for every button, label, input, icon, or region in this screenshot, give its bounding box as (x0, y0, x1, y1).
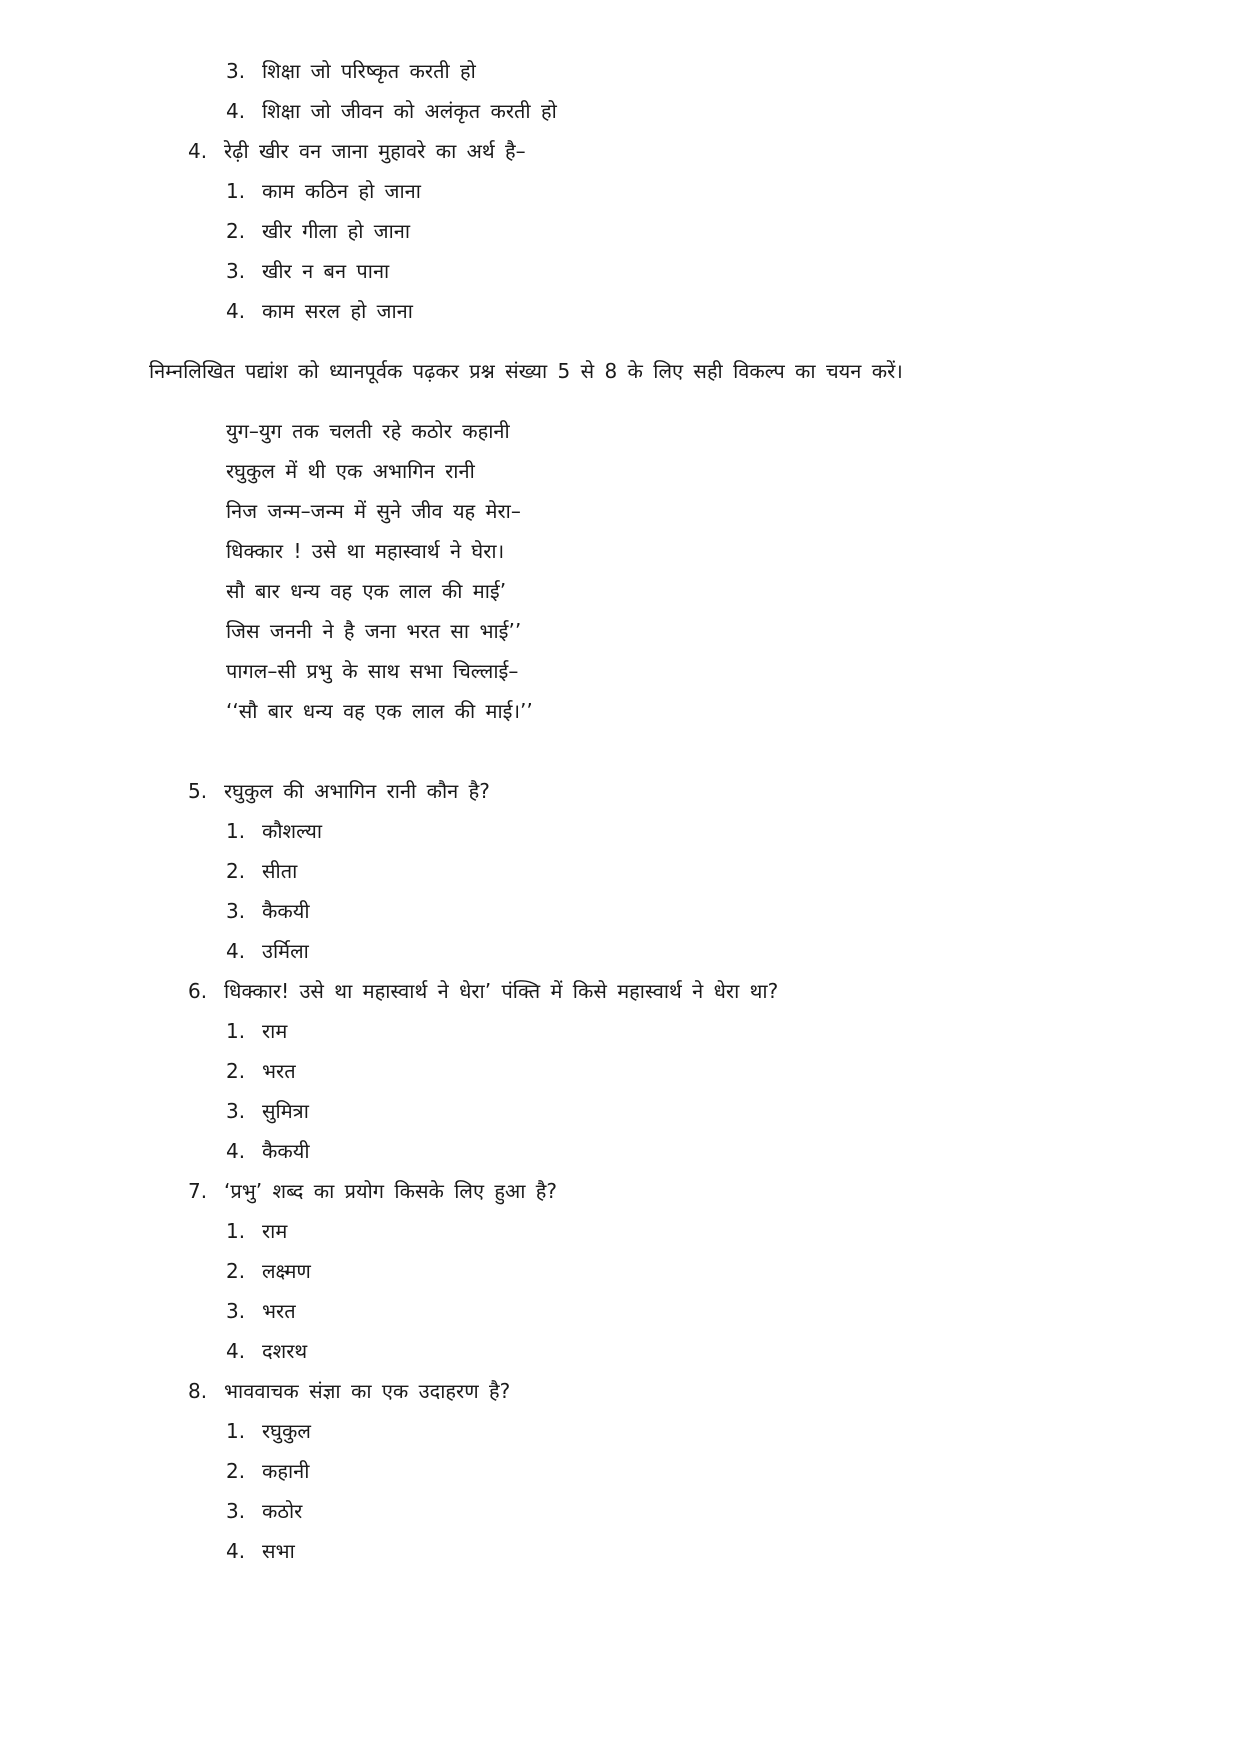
option-number: 2. (226, 1059, 246, 1083)
option-number: 3. (226, 259, 246, 283)
option-number: 4. (226, 1139, 246, 1163)
option-item (226, 898, 310, 924)
option-text: काम कठिन हो जाना (262, 179, 421, 203)
question-text: भाववाचक संज्ञा का एक उदाहरण है? (224, 1379, 511, 1403)
option-item (226, 1338, 307, 1364)
option-text: रघुकुल (262, 1419, 311, 1443)
option-number: 4. (226, 1339, 246, 1363)
poem-line: पागल–सी प्रभु के साथ सभा चिल्लाई– (226, 659, 519, 683)
option-item (226, 938, 309, 964)
option-text: भरत (262, 1299, 296, 1323)
option-item (226, 1018, 287, 1044)
option-text: सुमित्रा (262, 1099, 309, 1123)
option-item (226, 1058, 296, 1084)
question-number: 4. (188, 139, 208, 163)
option-item (226, 1418, 311, 1444)
option-number: 3. (226, 1299, 246, 1323)
poem-line: निज जन्म–जन्म में सुने जीव यह मेरा– (226, 499, 521, 523)
question-4 (188, 138, 526, 164)
option-text: खीर न बन पाना (262, 259, 390, 283)
question-8 (188, 1378, 510, 1404)
option-text: राम (262, 1019, 288, 1043)
option-item (226, 218, 410, 244)
question-number: 5. (188, 779, 208, 803)
poem-line: ‘‘सौ बार धन्य वह एक लाल की माई।’’ (226, 699, 533, 723)
option-text: लक्ष्मण (262, 1259, 311, 1283)
option-number: 2. (226, 859, 246, 883)
question-text: रेढ़ी खीर वन जाना मुहावरे का अर्थ है– (224, 139, 526, 163)
poem-line: युग–युग तक चलती रहे कठोर कहानी (226, 419, 510, 443)
option-number: 1. (226, 179, 246, 203)
poem-line: रघुकुल में थी एक अभागिन रानी (226, 459, 475, 483)
option-text: कहानी (262, 1459, 310, 1483)
option-text: शिक्षा जो जीवन को अलंकृत करती हो (262, 99, 557, 123)
option-number: 1. (226, 1419, 246, 1443)
option-number: 2. (226, 1259, 246, 1283)
option-text: शिक्षा जो परिष्कृत करती हो (262, 59, 476, 83)
question-text: ‘प्रभु’ शब्द का प्रयोग किसके लिए हुआ है? (224, 1179, 558, 1203)
poem-line: जिस जननी ने है जना भरत सा भाई’’ (226, 619, 522, 643)
option-number: 4. (226, 1539, 246, 1563)
option-number: 4. (226, 939, 246, 963)
option-number: 1. (226, 1019, 246, 1043)
option-item (226, 1218, 287, 1244)
option-number: 2. (226, 1459, 246, 1483)
option-number: 3. (226, 899, 246, 923)
option-item (226, 1138, 310, 1164)
option-number: 3. (226, 59, 246, 83)
question-7 (188, 1178, 557, 1204)
option-item (226, 1498, 302, 1524)
option-number: 4. (226, 299, 246, 323)
question-number: 6. (188, 979, 208, 1003)
poem-line: सौ बार धन्य वह एक लाल की माई’ (226, 579, 507, 603)
option-item (226, 858, 297, 884)
option-text: कौशल्या (262, 819, 323, 843)
option-item (226, 1258, 311, 1284)
option-text: भरत (262, 1059, 296, 1083)
option-text: कैकयी (262, 1139, 310, 1163)
option-text: कठोर (262, 1499, 303, 1523)
option-number: 3. (226, 1099, 246, 1123)
option-text: काम सरल हो जाना (262, 299, 413, 323)
poem-line: धिक्कार ! उसे था महास्वार्थ ने घेरा। (226, 539, 505, 563)
passage-instruction: निम्नलिखित पद्यांश को ध्यानपूर्वक पढ़कर प्रश्न संख्या 5 से 8 के लिए सही विकल्प का चयन करें। (149, 359, 903, 383)
option-text: सभा (262, 1539, 295, 1563)
question-number: 7. (188, 1179, 208, 1203)
question-text: रघुकुल की अभागिन रानी कौन है? (224, 779, 490, 803)
option-text: उर्मिला (262, 939, 309, 963)
option-text: खीर गीला हो जाना (262, 219, 411, 243)
option-number: 4. (226, 99, 246, 123)
option-item (226, 298, 413, 324)
option-text: कैकयी (262, 899, 310, 923)
option-item (226, 1458, 309, 1484)
option-number: 2. (226, 219, 246, 243)
option-item (226, 1538, 295, 1564)
option-item (226, 98, 557, 124)
option-number: 1. (226, 819, 246, 843)
option-text: राम (262, 1219, 288, 1243)
option-text: दशरथ (262, 1339, 308, 1363)
option-item (226, 258, 389, 284)
option-item (226, 58, 476, 84)
option-item (226, 1098, 309, 1124)
option-text: सीता (262, 859, 298, 883)
question-text: धिक्कार! उसे था महास्वार्थ ने धेरा’ पंक्ति में किसे महास्वार्थ ने धेरा था? (224, 979, 779, 1003)
option-number: 3. (226, 1499, 246, 1523)
option-number: 1. (226, 1219, 246, 1243)
question-5 (188, 778, 490, 804)
option-item (226, 1298, 296, 1324)
option-item (226, 818, 322, 844)
option-item (226, 178, 421, 204)
question-number: 8. (188, 1379, 208, 1403)
question-6 (188, 978, 778, 1004)
